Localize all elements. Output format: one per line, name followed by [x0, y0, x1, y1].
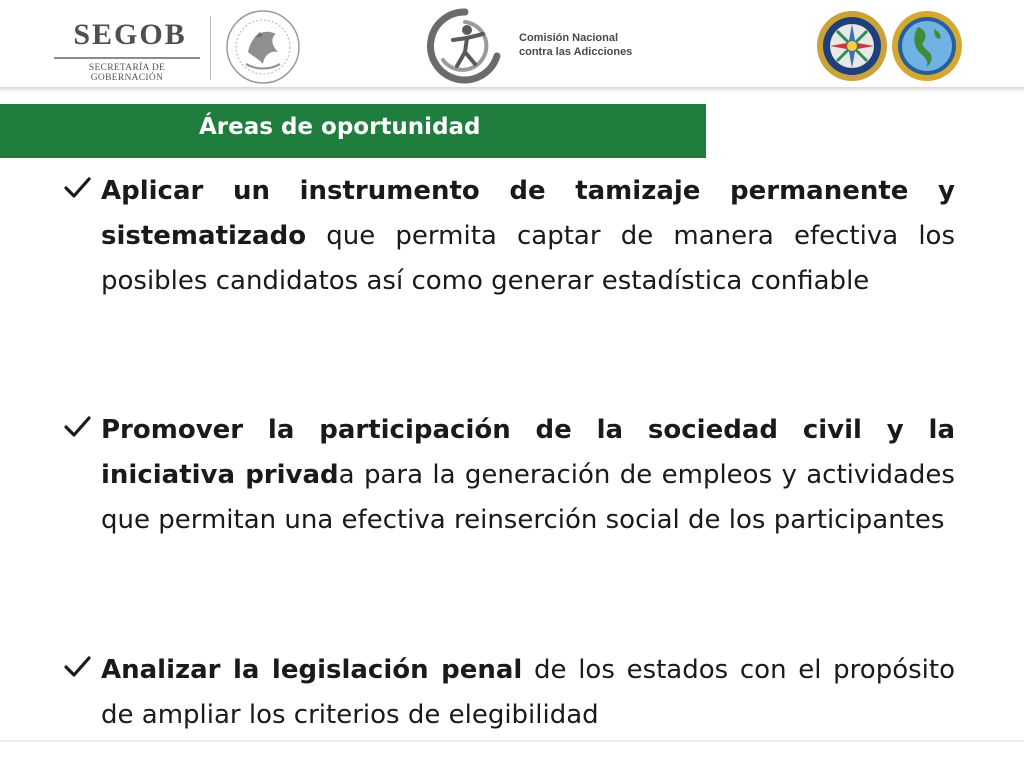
bullet-bold-text: Analizar la legislación penal	[101, 655, 523, 685]
bullet-text	[101, 648, 955, 738]
bullet-regular-text: que permita captar de manera efectiva los posibles candidatos así como generar estadística confiable	[101, 221, 955, 296]
bullet-regular-text: de los estados con el propósito de ampliar los criterios de elegibilidad	[101, 655, 955, 730]
conadic-name-line1: Comisión Nacional	[519, 32, 619, 44]
check-icon	[62, 173, 92, 203]
bullet-bold-text: Promover la participación de la sociedad civil y la iniciativa privad	[101, 415, 955, 490]
bullet-regular-text: a para la generación de empleos y actividades que permitan una efectiva reinserción social de los participantes	[101, 460, 955, 535]
bullet-text	[101, 408, 955, 543]
segob-subtitle: SECRETARÍA DE GOBERNACIÓN	[88, 63, 166, 83]
section-title: Áreas de oportunidad	[199, 114, 481, 140]
bullet-text	[101, 169, 955, 304]
conadic-name-line2: contra las Adicciones	[519, 46, 633, 58]
bullet-bold-text: Aplicar un instrumento de tamizaje permanente y sistematizado	[101, 176, 955, 251]
footer-divider	[0, 740, 1024, 743]
check-icon	[62, 652, 92, 682]
segob-title: SEGOB	[73, 18, 187, 51]
check-icon	[62, 412, 92, 442]
